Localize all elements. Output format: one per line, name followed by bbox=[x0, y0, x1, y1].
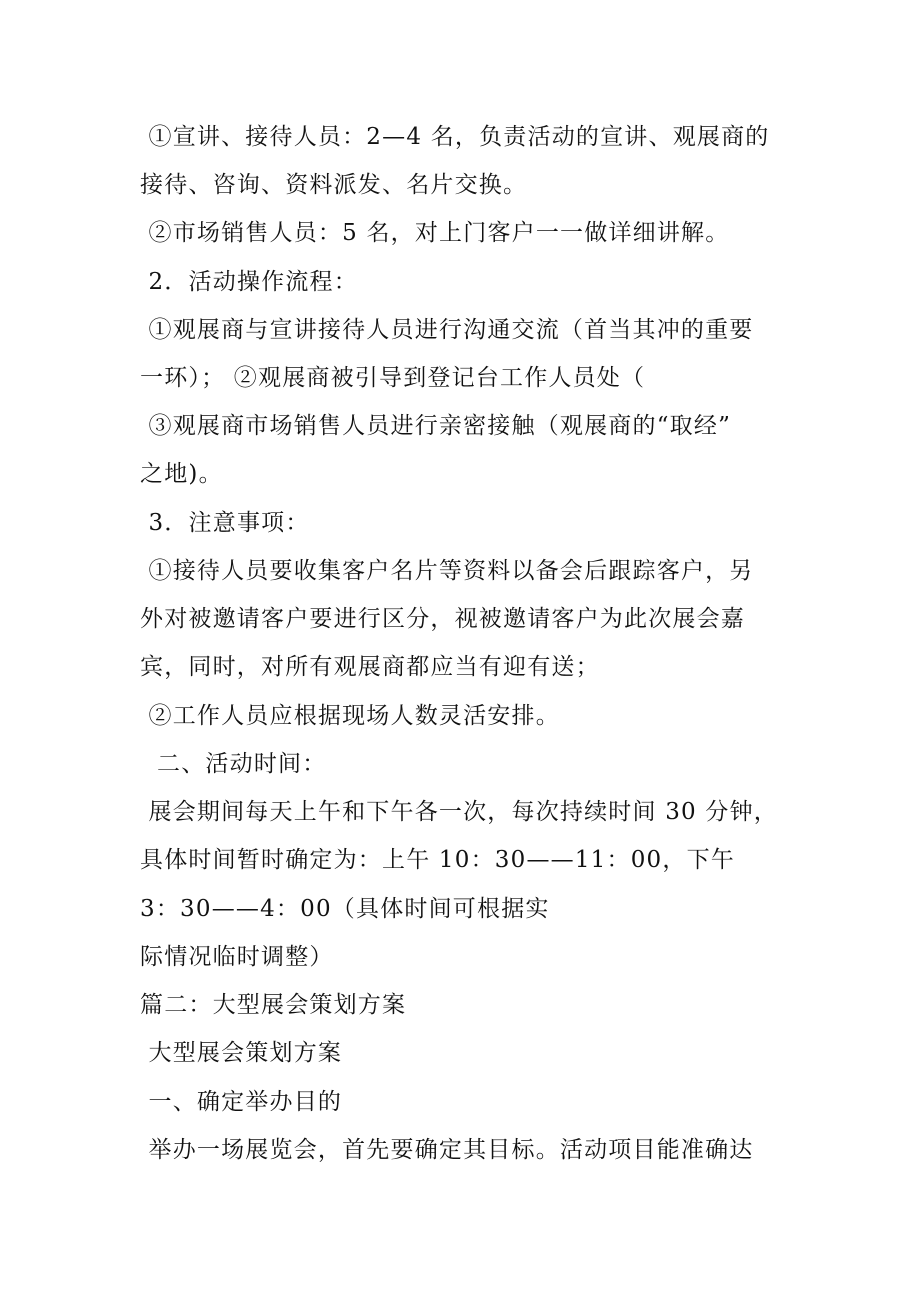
text-line: 3：30——4：00（具体时间可根据实 bbox=[140, 896, 550, 922]
text-line: 展会期间每天上午和下午各一次，每次持续时间 30 分钟， bbox=[140, 799, 778, 825]
text-line: 之地)。 bbox=[140, 461, 223, 487]
text-line: ①观展商与宣讲接待人员进行沟通交流（首当其冲的重要 bbox=[140, 317, 754, 343]
text-line: 接待、咨询、资料派发、名片交换。 bbox=[140, 172, 528, 198]
text-line: 宾，同时，对所有观展商都应当有迎有送； bbox=[140, 654, 600, 680]
text-line: 外对被邀请客户要进行区分，视被邀请客户为此次展会嘉 bbox=[140, 606, 745, 632]
text-line: 2．活动操作流程： bbox=[140, 269, 358, 295]
text-line: 一环）； ②观展商被引导到登记台工作人员处（ bbox=[140, 365, 646, 391]
section-heading: 篇二：大型展会策划方案 bbox=[140, 992, 407, 1018]
text-line: ①宣讲、接待人员：2—4 名，负责活动的宣讲、观展商的 bbox=[140, 124, 770, 150]
text-line: ③观展商市场销售人员进行亲密接触（观展商的“取经” bbox=[140, 413, 732, 439]
text-line: 举办一场展览会，首先要确定其目标。活动项目能准确达 bbox=[140, 1137, 754, 1163]
section-heading: 一、确定举办目的 bbox=[140, 1089, 343, 1115]
document-title: 大型展会策划方案 bbox=[140, 1040, 343, 1066]
text-line: 际情况临时调整） bbox=[140, 944, 334, 970]
text-line: ①接待人员要收集客户名片等资料以备会后跟踪客户，另 bbox=[140, 558, 754, 584]
text-line: ②市场销售人员：5 名，对上门客户一一做详细讲解。 bbox=[140, 220, 730, 246]
text-line: 3．注意事项： bbox=[140, 510, 310, 536]
text-line: 具体时间暂时确定为：上午 10：30——11：00，下午 bbox=[140, 847, 735, 873]
text-line: ②工作人员应根据现场人数灵活安排。 bbox=[140, 703, 560, 729]
text-line: 二、活动时间： bbox=[140, 751, 327, 777]
